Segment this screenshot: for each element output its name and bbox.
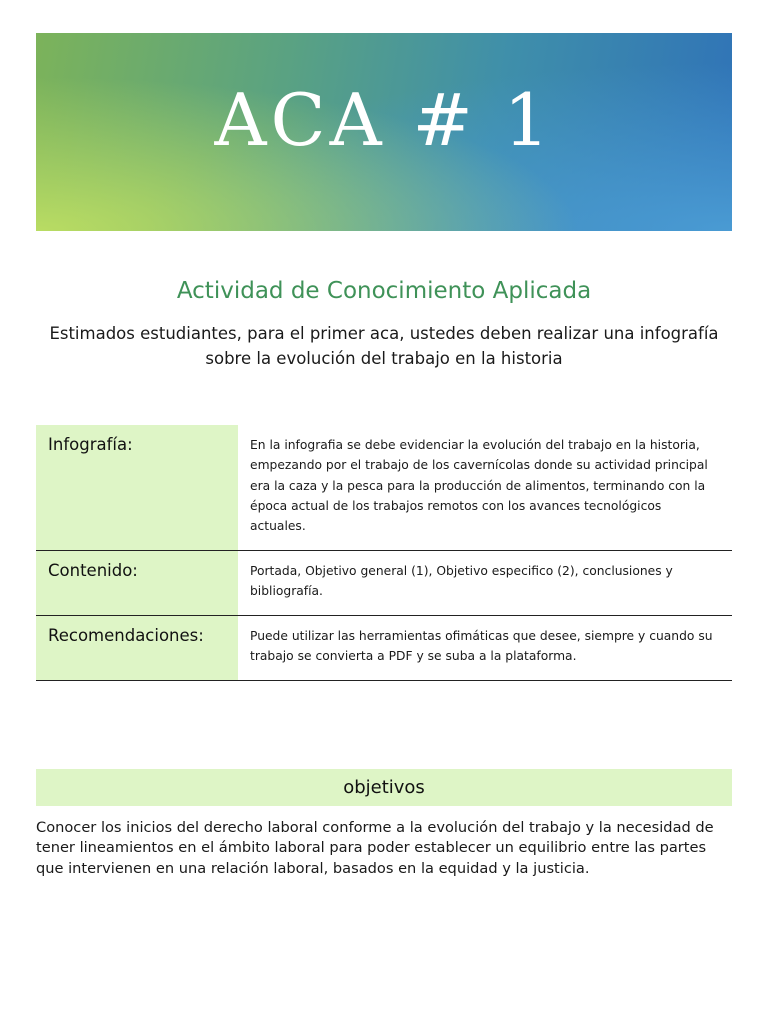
intro-text: Estimados estudiantes, para el primer aca, ustedes deben realizar una infografía sobre la evolución del trabajo en la historia	[49, 324, 719, 368]
row-label: Infografía:	[36, 425, 238, 550]
title-banner	[36, 33, 732, 231]
row-text: Puede utilizar las herramientas ofimáticas que desee, siempre y cuando su trabajo se convierta a PDF y se suba a la plataforma.	[250, 629, 713, 664]
page-subtitle: Actividad de Conocimiento Aplicada	[176, 278, 592, 304]
table-row	[36, 616, 732, 681]
row-text: Portada, Objetivo general (1), Objetivo especifico (2), conclusiones y bibliografía.	[250, 564, 673, 599]
row-text: En la infografia se debe evidenciar la evolución del trabajo en la historia, empezando por el trabajo de los cavernícolas donde su actividad principal era la caza y la pesca para la producción de alimentos, terminando con la época actual de los trabajos remotos con los avances tecnológicos actuales.	[250, 438, 708, 534]
objectives-header: objetivos	[36, 769, 732, 806]
table-row	[36, 551, 732, 616]
table-row	[36, 425, 732, 551]
objectives-text: Conocer los inicios del derecho laboral conforme a la evolución del trabajo y la necesidad de tener lineamientos en el ámbito laboral para poder establecer un equilibrio entre las partes que intervienen en una relación laboral, basados en la equidad y la justicia.	[36, 819, 714, 877]
info-table	[36, 425, 732, 681]
row-label: Recomendaciones:	[36, 616, 238, 680]
row-label: Contenido:	[36, 551, 238, 615]
banner-title: ACA # 1	[214, 78, 554, 162]
